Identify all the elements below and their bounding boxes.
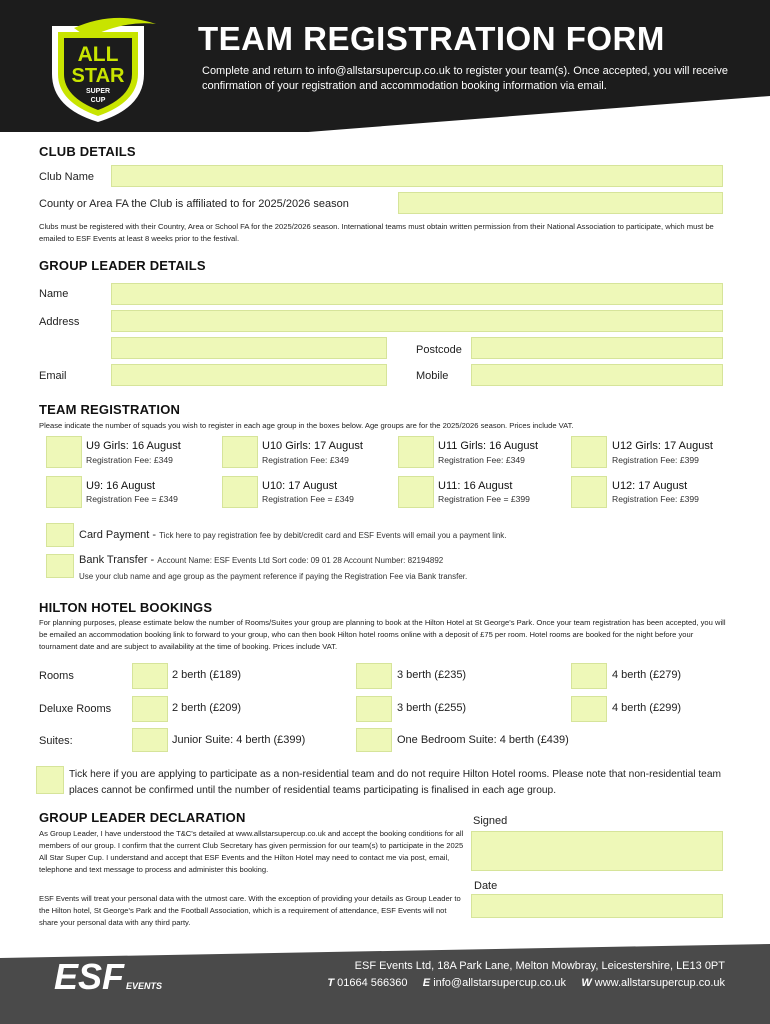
footer-website[interactable]: www.allstarsupercup.co.uk	[594, 977, 725, 989]
u9-fee: Registration Fee = £349	[86, 494, 178, 504]
rooms-2-berth-label: 2 berth (£189)	[172, 669, 242, 681]
hotel-heading: HILTON HOTEL BOOKINGS	[39, 600, 213, 615]
one-bedroom-suite-box[interactable]	[356, 728, 392, 752]
footer-contacts	[327, 977, 725, 989]
rooms-4-berth-label: 4 berth (£279)	[612, 669, 682, 681]
deluxe-rooms-label: Deluxe Rooms	[39, 703, 112, 715]
u12-fee: Registration Fee: £399	[612, 494, 699, 504]
mobile-input[interactable]	[471, 364, 723, 386]
phone-prefix: T	[327, 977, 335, 989]
email-prefix: E	[422, 977, 431, 989]
bank-reference-row	[79, 570, 467, 582]
u12-title: U12: 17 August	[612, 480, 688, 492]
deluxe-3-berth-box[interactable]	[356, 696, 392, 722]
county-input[interactable]	[398, 192, 723, 214]
u9-title: U9: 16 August	[86, 480, 156, 492]
junior-suite-label: Junior Suite: 4 berth (£399)	[172, 734, 306, 746]
club-name-label: Club Name	[39, 171, 95, 183]
bank-transfer-note: Account Name: ESF Events Ltd Sort code: 09 01 28 Account Number: 82194892	[157, 556, 444, 565]
team-registration-heading: TEAM REGISTRATION	[39, 402, 181, 417]
u10-girls-title: U10 Girls: 17 August	[262, 440, 363, 452]
team-note: Please indicate the number of squads you wish to register in each age group in the boxes below. Age groups are for the 2025/2026 season. Prices include VAT.	[39, 421, 574, 430]
non-residential-text: Tick here if you are applying to participate as a non-residential team and do not require Hilton Hotel rooms. Please note that non-residential team places cannot be confirmed until the number of residential teams participating is finalised in each age group.	[69, 769, 721, 796]
bank-reference-note: Use your club name and age group as the payment reference if paying the Registration Fee via Bank transfer.	[79, 572, 468, 581]
u9-girls-fee: Registration Fee: £349	[86, 455, 173, 465]
declaration-heading: GROUP LEADER DECLARATION	[39, 810, 246, 825]
club-note: Clubs must be registered with their Country, Area or School FA for the 2025/2026 season. International teams must obtain written permission from their National Association to participate, which must be emailed to ESF Events at least 8 weeks prior to the festival.	[39, 222, 714, 243]
esf-logo-sub: EVENTS	[126, 981, 163, 991]
address-input-1[interactable]	[111, 310, 723, 332]
bank-transfer-row	[79, 554, 443, 566]
u11-girls-box[interactable]	[398, 436, 434, 468]
u10-girls-fee: Registration Fee: £349	[262, 455, 349, 465]
form-title: TEAM REGISTRATION FORM	[198, 20, 665, 57]
email-label: Email	[39, 370, 67, 382]
u11-fee: Registration Fee = £399	[438, 494, 530, 504]
name-input[interactable]	[111, 283, 723, 305]
signed-label: Signed	[473, 815, 508, 827]
junior-suite-box[interactable]	[132, 728, 168, 752]
u12-girls-title: U12 Girls: 17 August	[612, 440, 713, 452]
footer-address: ESF Events Ltd, 18A Park Lane, Melton Mowbray, Leicestershire, LE13 0PT	[354, 960, 725, 972]
address-label: Address	[39, 316, 80, 328]
rooms-2-berth-box[interactable]	[132, 663, 168, 689]
u11-girls-title: U11 Girls: 16 August	[438, 440, 539, 452]
deluxe-4-berth-box[interactable]	[571, 696, 607, 722]
u9-girls-box[interactable]	[46, 436, 82, 468]
declaration-text-2: ESF Events will treat your personal data with the utmost care. With the exception of providing your details as Group Leader to the Hilton hotel, St George's Park and the Football Association, which is a requirement of attendance, ESF Events will not share your personal data with any third party.	[39, 894, 461, 927]
suites-label: Suites:	[39, 735, 73, 747]
non-residential-checkbox[interactable]	[36, 766, 64, 794]
bank-transfer-label: Bank Transfer -	[79, 554, 158, 566]
deluxe-2-berth-box[interactable]	[132, 696, 168, 722]
signature-input[interactable]	[471, 831, 723, 871]
deluxe-4-berth-label: 4 berth (£299)	[612, 702, 682, 714]
u9-girls-title: U9 Girls: 16 August	[86, 440, 181, 452]
u9-box[interactable]	[46, 476, 82, 508]
logo-line3: SUPER	[85, 88, 111, 95]
deluxe-2-berth-label: 2 berth (£209)	[172, 702, 242, 714]
postcode-input[interactable]	[471, 337, 723, 359]
date-label: Date	[474, 880, 498, 892]
address-input-2[interactable]	[111, 337, 387, 359]
mobile-label: Mobile	[416, 370, 449, 382]
u12-box[interactable]	[571, 476, 607, 508]
date-input[interactable]	[471, 894, 723, 918]
footer-email[interactable]: info@allstarsupercup.co.uk	[433, 977, 567, 989]
u11-girls-fee: Registration Fee: £349	[438, 455, 525, 465]
rooms-3-berth-label: 3 berth (£235)	[397, 669, 467, 681]
deluxe-3-berth-label: 3 berth (£255)	[397, 702, 467, 714]
rooms-label: Rooms	[39, 670, 74, 682]
club-details-heading: CLUB DETAILS	[39, 144, 136, 159]
card-payment-label: Card Payment -	[79, 529, 160, 541]
hotel-note: For planning purposes, please estimate below the number of Rooms/Suites your group are planning to book at the Hilton Hotel at St George's Park. Once your team registration has been accepted, you will be emailed an accommodation booking link to forward to your group, who can then book Hilton hotel rooms online with a deposit of £75 per room. Hotel rooms are booked for the night before your tournament date and are subject to availability at the time of booking. Prices include VAT.	[39, 618, 726, 651]
logo-line1: ALL	[77, 43, 119, 66]
postcode-label: Postcode	[416, 344, 462, 356]
form-subtitle: Complete and return to info@allstarsupercup.co.uk to register your team(s). Once accepted, you will receive confirmation of your registration and accommodation booking information via email.	[202, 65, 728, 92]
club-name-input[interactable]	[111, 165, 723, 187]
u12-girls-box[interactable]	[571, 436, 607, 468]
name-label: Name	[39, 288, 69, 300]
declaration-text-1: As Group Leader, I have understood the T&C's detailed at www.allstarsupercup.co.uk and accept the booking conditions for all members of our group. I confirm that the current Club Secretary has given permission for our team(s) to participate in the 2025 All Star Super Cup. I understand and accept that ESF Events and the Hilton Hotel may need to contact me via post, email, telephone and text message to process and administer this booking.	[39, 829, 464, 874]
u12-girls-fee: Registration Fee: £399	[612, 455, 699, 465]
rooms-4-berth-box[interactable]	[571, 663, 607, 689]
email-input[interactable]	[111, 364, 387, 386]
group-leader-heading: GROUP LEADER DETAILS	[39, 258, 206, 273]
u11-box[interactable]	[398, 476, 434, 508]
u10-fee: Registration Fee = £349	[262, 494, 354, 504]
u10-title: U10: 17 August	[262, 480, 338, 492]
card-payment-row	[79, 529, 507, 541]
esf-logo-text: ESF	[54, 956, 125, 997]
u11-title: U11: 16 August	[438, 480, 513, 492]
logo-line4: CUP	[90, 97, 106, 104]
esf-events-logo	[50, 955, 170, 1001]
u10-box[interactable]	[222, 476, 258, 508]
county-label: County or Area FA the Club is affiliated to for 2025/2026 season	[39, 198, 349, 210]
card-payment-checkbox[interactable]	[46, 523, 74, 547]
web-prefix: W	[581, 977, 592, 989]
u10-girls-box[interactable]	[222, 436, 258, 468]
all-star-super-cup-logo	[44, 16, 160, 126]
rooms-3-berth-box[interactable]	[356, 663, 392, 689]
footer-phone: 01664 566360	[337, 977, 408, 989]
one-bedroom-suite-label: One Bedroom Suite: 4 berth (£439)	[397, 734, 569, 746]
bank-transfer-checkbox[interactable]	[46, 554, 74, 578]
card-payment-note: Tick here to pay registration fee by debit/credit card and ESF Events will email you a payment link.	[159, 531, 507, 540]
logo-line2: STAR	[71, 65, 125, 87]
